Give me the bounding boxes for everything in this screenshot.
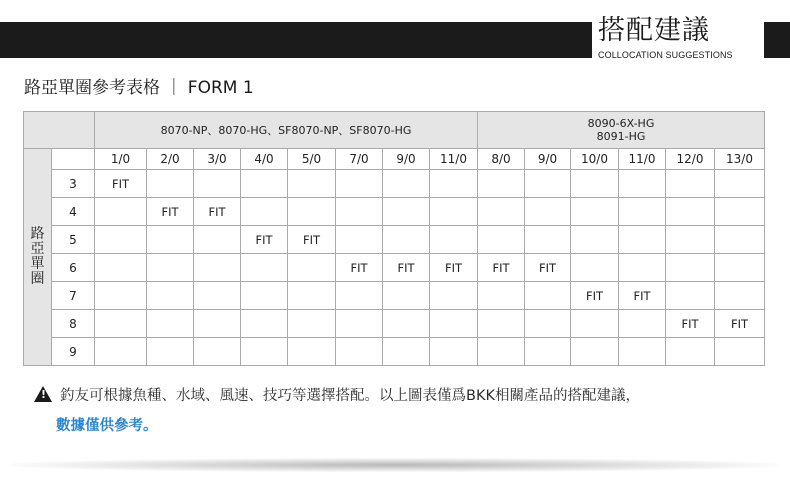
table-cell (430, 338, 478, 366)
row-group-label (24, 149, 52, 366)
group-header-line: 8090-6X-HG (587, 117, 655, 130)
size-header-cell: 4/0 (241, 149, 288, 170)
table-cell (147, 170, 194, 198)
table-cell (619, 254, 666, 282)
table-cell (715, 254, 765, 282)
table-cell (619, 198, 666, 226)
size-header-cell: 10/0 (571, 149, 619, 170)
table-cell (288, 338, 336, 366)
table-cell (194, 170, 241, 198)
side-label-char: 單 (30, 256, 45, 272)
table-cell (147, 254, 194, 282)
table-row (24, 338, 765, 366)
table-cell (383, 282, 430, 310)
table-cell (715, 338, 765, 366)
table-cell (571, 310, 619, 338)
table-cell (571, 198, 619, 226)
table-cell (95, 338, 147, 366)
table-cell (194, 310, 241, 338)
table-cell: FIT (95, 170, 147, 198)
row-label: 6 (52, 254, 95, 282)
table-cell (715, 198, 765, 226)
size-header-cell: 5/0 (288, 149, 336, 170)
table-cell (383, 338, 430, 366)
table-cell (147, 310, 194, 338)
table-cell: FIT (288, 226, 336, 254)
table-cell (619, 170, 666, 198)
table-cell (95, 282, 147, 310)
table-cell (478, 226, 525, 254)
size-header-cell: 11/0 (430, 149, 478, 170)
table-cell: FIT (571, 282, 619, 310)
table-row (24, 310, 765, 338)
table-cell (478, 338, 525, 366)
table-cell (194, 282, 241, 310)
size-header-cell: 9/0 (383, 149, 430, 170)
note (34, 381, 776, 441)
table-cell (478, 198, 525, 226)
table-cell (666, 254, 715, 282)
size-header-cell: 1/0 (95, 149, 147, 170)
size-header-cell: 3/0 (194, 149, 241, 170)
table-row (24, 226, 765, 254)
table-cell (336, 282, 383, 310)
table-cell (194, 226, 241, 254)
size-header-cell: 7/0 (336, 149, 383, 170)
table-cell (336, 198, 383, 226)
table-cell (383, 310, 430, 338)
table-cell (525, 226, 571, 254)
table-cell (241, 338, 288, 366)
bottom-shadow (12, 458, 778, 472)
table-cell (430, 198, 478, 226)
row-label: 8 (52, 310, 95, 338)
row-label: 7 (52, 282, 95, 310)
table-row (24, 254, 765, 282)
table-cell (525, 282, 571, 310)
table-cell: FIT (666, 310, 715, 338)
table-cell (241, 310, 288, 338)
table-cell: FIT (147, 198, 194, 226)
table-cell: FIT (525, 254, 571, 282)
table-cell (241, 254, 288, 282)
side-label-char: 圈 (30, 271, 45, 287)
group-header-row (24, 112, 765, 149)
size-header-cell: 12/0 (666, 149, 715, 170)
table-cell (241, 198, 288, 226)
table-cell (571, 226, 619, 254)
table-cell (336, 338, 383, 366)
table-cell (288, 170, 336, 198)
table-cell: FIT (383, 254, 430, 282)
group-header-line: 8091-HG (596, 130, 646, 143)
page-title: 搭配建議 (598, 15, 710, 46)
table-cell (336, 310, 383, 338)
table-cell (383, 226, 430, 254)
table-cell: FIT (430, 254, 478, 282)
table-cell (571, 170, 619, 198)
table-cell (666, 282, 715, 310)
table-cell (666, 170, 715, 198)
note-text: 釣友可根據魚種、水域、風速、技巧等選擇搭配。以上圖表僅爲BKK相關產品的搭配建議， (60, 388, 640, 404)
table-row (24, 170, 765, 198)
table-cell (715, 282, 765, 310)
table-row (24, 282, 765, 310)
table-cell: FIT (715, 310, 765, 338)
table-cell (525, 310, 571, 338)
corner-cell (24, 112, 95, 149)
row-label: 3 (52, 170, 95, 198)
table-cell (336, 226, 383, 254)
row-label: 9 (52, 338, 95, 366)
table-cell (571, 254, 619, 282)
table-cell (383, 198, 430, 226)
group-header-8070: 8070-NP、8070-HG、SF8070-NP、SF8070-HG (95, 112, 478, 149)
table-cell (666, 338, 715, 366)
table-cell (383, 170, 430, 198)
table-cell (478, 282, 525, 310)
page-subtitle: COLLOCATION SUGGESTIONS (598, 50, 733, 60)
table-cell (478, 310, 525, 338)
table-cell (288, 310, 336, 338)
section-title: 路亞單圈參考表格 ｜ FORM 1 (24, 78, 254, 98)
size-header-cell: 13/0 (715, 149, 765, 170)
table-cell (619, 310, 666, 338)
table-cell (715, 226, 765, 254)
table-cell: FIT (478, 254, 525, 282)
table-cell (430, 282, 478, 310)
table-cell (525, 338, 571, 366)
warning-icon: ! (34, 386, 52, 402)
table-cell: FIT (194, 198, 241, 226)
size-header-row (24, 149, 765, 170)
table-cell (95, 310, 147, 338)
row-label: 5 (52, 226, 95, 254)
side-label-char: 路 (30, 226, 45, 242)
table-cell (336, 170, 383, 198)
table-cell: FIT (336, 254, 383, 282)
table-cell (619, 226, 666, 254)
table-row (24, 198, 765, 226)
table-cell (288, 254, 336, 282)
table-cell (619, 338, 666, 366)
side-label-char: 亞 (30, 241, 45, 257)
table-cell (95, 254, 147, 282)
table-cell (194, 338, 241, 366)
table-cell (430, 310, 478, 338)
collocation-table (23, 111, 765, 366)
table-cell (525, 198, 571, 226)
table-cell (241, 170, 288, 198)
row-label: 4 (52, 198, 95, 226)
table-cell (147, 226, 194, 254)
table-cell (571, 338, 619, 366)
table-cell (288, 198, 336, 226)
size-header-cell: 11/0 (619, 149, 666, 170)
table-cell (715, 170, 765, 198)
table-cell (478, 170, 525, 198)
table-cell (430, 170, 478, 198)
size-header-cell: 9/0 (525, 149, 571, 170)
note-highlight: 數據僅供參考。 (56, 418, 158, 434)
table-cell: FIT (241, 226, 288, 254)
table-cell: FIT (619, 282, 666, 310)
group-header-8090 (478, 112, 765, 149)
table-cell (194, 254, 241, 282)
table-cell (95, 226, 147, 254)
table-cell (241, 282, 288, 310)
table-cell (147, 282, 194, 310)
size-header-blank (52, 149, 95, 170)
table-cell (430, 226, 478, 254)
table-cell (288, 282, 336, 310)
table-cell (666, 198, 715, 226)
table-cell (147, 338, 194, 366)
table-cell (95, 198, 147, 226)
size-header-cell: 2/0 (147, 149, 194, 170)
table-cell (666, 226, 715, 254)
table-cell (525, 170, 571, 198)
size-header-cell: 8/0 (478, 149, 525, 170)
